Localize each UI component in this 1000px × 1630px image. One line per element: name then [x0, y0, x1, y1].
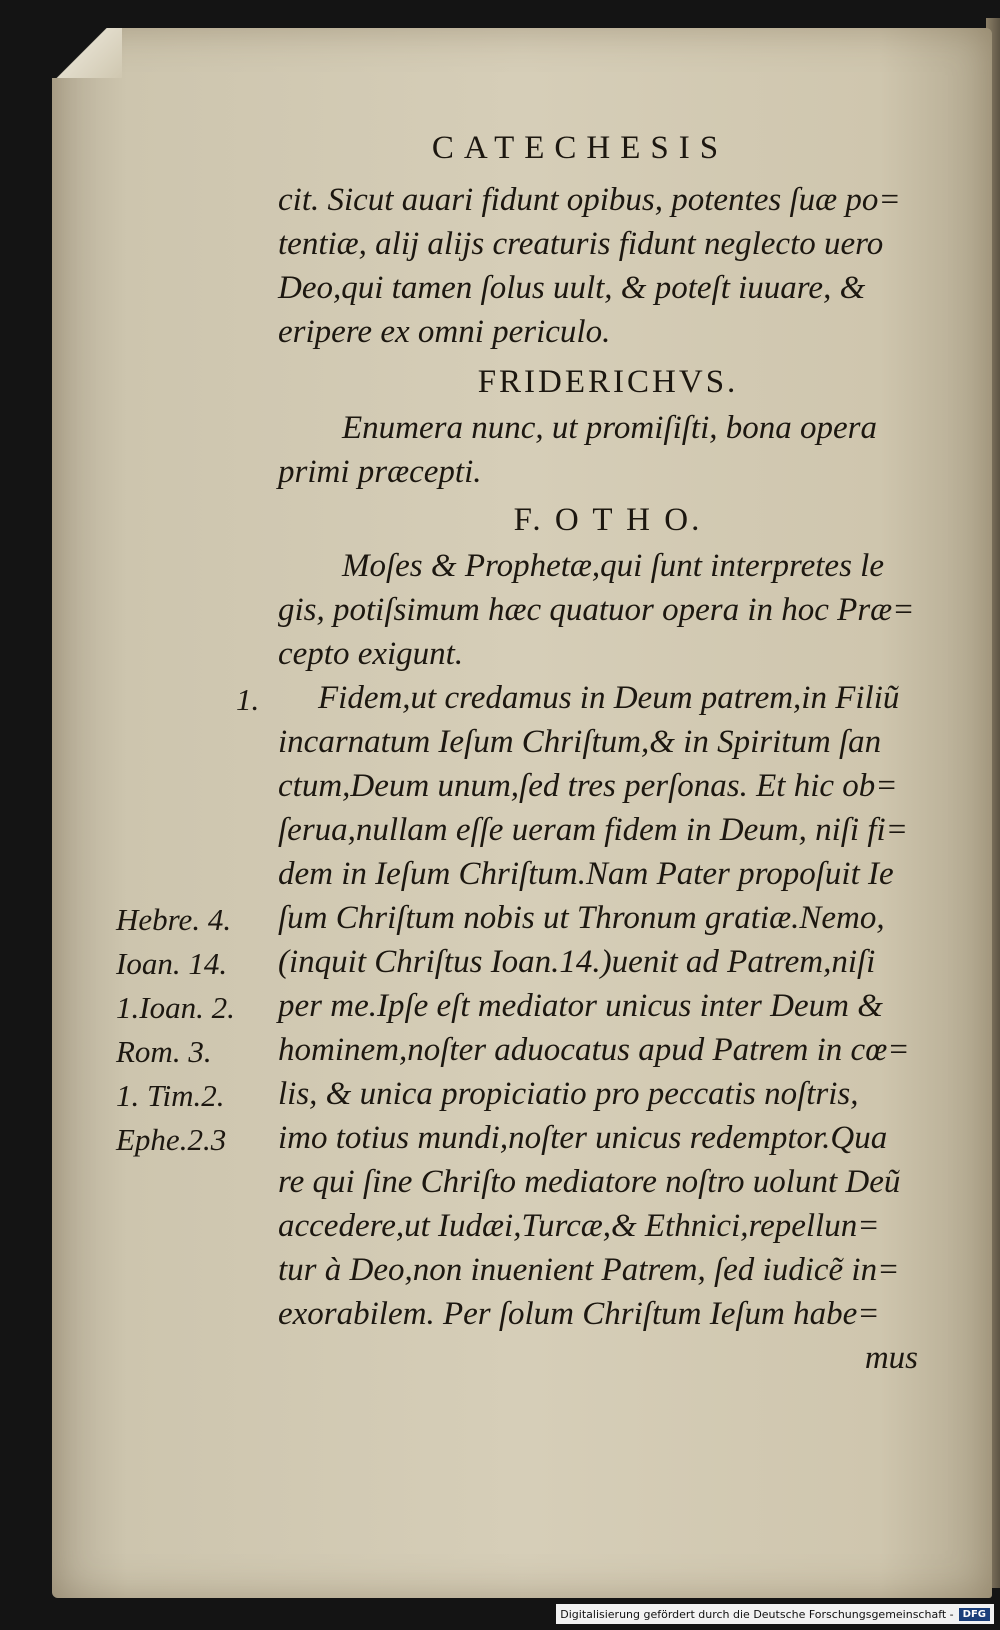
text-line: ſum Chriſtum nobis ut Thronum gratiæ.Nemo, [278, 900, 885, 936]
text-line: tentiæ, alij alijs creaturis fidunt neglecto uero [278, 226, 884, 262]
catchword: mus [864, 1340, 918, 1376]
margin-note: Hebre. 4. [116, 902, 232, 937]
text-line: exorabilem. Per ſolum Chriſtum Ieſum habe= [278, 1296, 880, 1332]
text-line: Enumera nunc, ut promiſiſti, bona opera [342, 410, 877, 446]
text-line: cit. Sicut auari fidunt opibus, potentes ſuæ po= [278, 182, 901, 218]
margin-note: 1. Tim.2. [116, 1078, 225, 1113]
margin-note: Ioan. 14. [116, 946, 228, 981]
speaker-heading: FRIDERICHVS. [477, 364, 739, 400]
text-line: hominem,noſter aduocatus apud Patrem in cœ= [278, 1032, 910, 1068]
text-line: imo totius mundi,noſter unicus redemptor.Qua [278, 1120, 888, 1156]
text-line: gis, potiſsimum hæc quatuor opera in hoc Præ= [278, 592, 915, 628]
text-line: lis, & unica propiciatio pro peccatis noſtris, [278, 1076, 859, 1112]
text-line: dem in Ieſum Chriſtum.Nam Pater propoſuit Ie [278, 856, 894, 892]
text-line: (inquit Chriſtus Ioan.14.)uenit ad Patrem,niſi [278, 944, 876, 980]
margin-note: Ephe.2.3 [116, 1122, 227, 1157]
text-line: cepto exigunt. [278, 636, 464, 672]
margin-note: Rom. 3. [116, 1034, 212, 1069]
text-line: ſerua,nullam eſſe ueram fidem in Deum, niſi fi= [278, 812, 908, 848]
digitization-credit [556, 1604, 994, 1624]
text-line: Fidem,ut credamus in Deum patrem,in Filiũ [318, 680, 900, 716]
credit-text: Digitalisierung gefördert durch die Deutsche Forschungsgemeinschaft - [560, 1607, 954, 1621]
text-line: incarnatum Ieſum Chriſtum,& in Spiritum ſan [278, 724, 882, 760]
margin-note: 1.Ioan. 2. [116, 990, 235, 1025]
text-line: primi præcepti. [278, 454, 482, 490]
margin-note-number: 1. [236, 682, 260, 717]
text-line: eripere ex omni periculo. [278, 314, 611, 350]
text-line: Moſes & Prophetæ,qui ſunt interpretes le [342, 548, 884, 584]
speaker-heading: F. O T H O. [513, 502, 703, 538]
text-line: ctum,Deum unum,ſed tres perſonas. Et hic ob= [278, 768, 898, 804]
text-line: re qui ſine Chriſto mediatore noſtro uolunt Deũ [278, 1164, 901, 1200]
text-line: Deo,qui tamen ſolus uult, & poteſt iuuare, & [278, 270, 866, 306]
text-line: per me.Ipſe eſt mediator unicus inter Deum & [278, 988, 883, 1024]
text-line: accedere,ut Iudæi,Turcæ,& Ethnici,repellun= [278, 1208, 880, 1244]
text-line: tur à Deo,non inuenient Patrem, ſed iudicẽ in= [278, 1252, 900, 1288]
dfg-logo: DFG [959, 1608, 990, 1621]
running-title: CATECHESIS [431, 130, 729, 166]
